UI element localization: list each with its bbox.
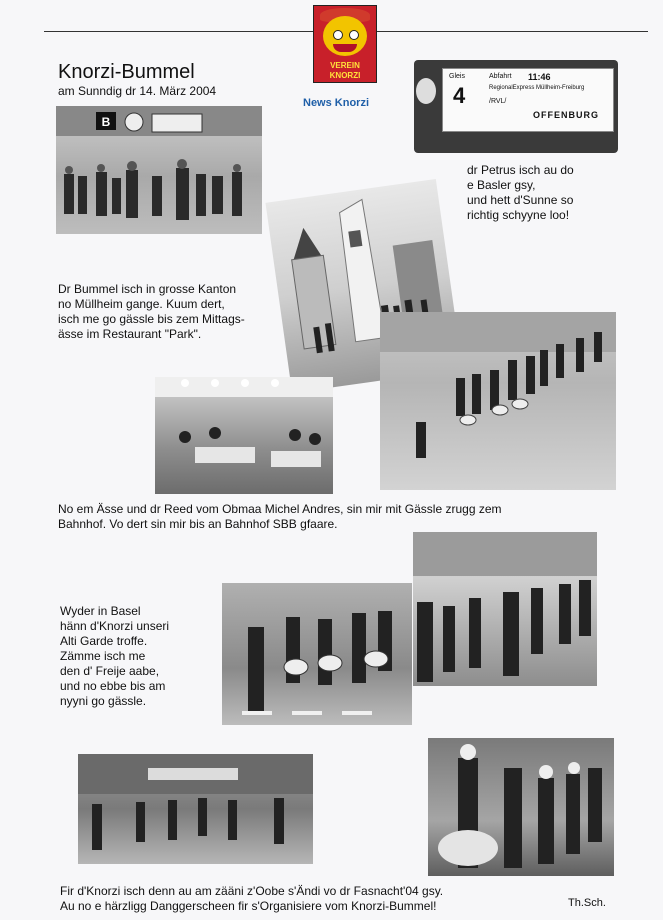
section-label: News Knorzi — [303, 97, 370, 109]
closing-paragraph: Fir d'Knorzi isch denn au am zääni z'Oobe s'Ändi vo dr Fasnacht'04 gsy. Au no e härzligg Danggerscheen fir s'Organisiere vom Knorzi-Bummel! — [60, 884, 444, 913]
drummers-photo — [222, 583, 412, 725]
svg-text:B: B — [101, 115, 111, 129]
freie-strasse-photo — [78, 754, 313, 864]
paragraph-basel: Wyder in Basel hänn d'Knorzi unseri Alti Garde troffe. Zämme isch me den d' Freije aabe, und no ebbe bis am nyyni go gässle. — [60, 604, 170, 708]
restaurant-photo — [155, 377, 333, 494]
drummers-closeup-photo — [428, 738, 614, 876]
paragraph-route: Dr Bummel isch in grosse Kanton no Müllheim gange. Kuum dert, isch me go gässle bis zem Mittags- ässe im Restaurant "Park". — [58, 282, 245, 341]
paragraph-weather: dr Petrus isch au do e Basler gsy, und hett d'Sunne so richtig schyyne loo! — [467, 163, 574, 222]
parade-square-photo — [380, 312, 616, 490]
article-title: Knorzi-Bummel — [58, 61, 195, 83]
platform-sign-photo: Gleis 4 Abfahrt 11:46 RegionalExpress Müllheim-Freiburg /RVL/ OFFENBURG — [414, 60, 618, 153]
author-signature: Th.Sch. — [568, 897, 606, 909]
knorzi-logo: VEREIN KNORZI — [313, 5, 377, 83]
basel-crowd-photo — [413, 532, 597, 686]
article-subtitle: am Sunndig dr 14. März 2004 — [58, 84, 217, 98]
station-hall-photo — [56, 106, 262, 234]
paragraph-return: No em Ässe und dr Reed vom Obmaa Michel Andres, sin mir mit Gässle zrugg zem Bahnhof. Vo dert sin mir bis an Bahnhof SBB gfaare. — [58, 502, 502, 531]
